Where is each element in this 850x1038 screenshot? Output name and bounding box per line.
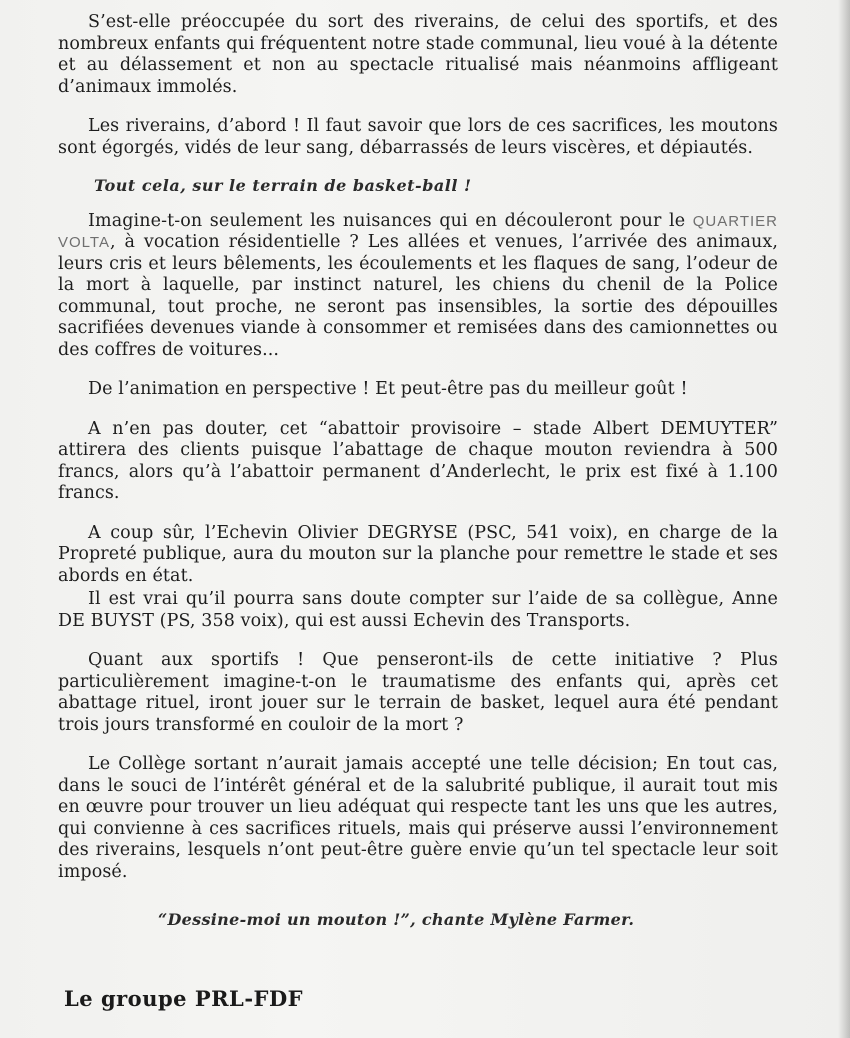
- paragraph-college-sortant: Le Collège sortant n’aurait jamais accepté une telle décision; En tout cas, dans le souci de l’intérêt général et de la salubrité publique, il aurait tout mis en œuvre pour trouver un lieu adéquat qui respecte tant les uns que les autres, qui convienne à ces sacrifices rituels, mais qui préserve aussi l’environnement des riverains, lesquels n’ont peut-être guère envie qu’un tel spectacle leur soit imposé.: [58, 754, 778, 882]
- paragraph-riverains-intro: S’est-elle préoccupée du sort des riverains, de celui des sportifs, et des nombreux enfants qui fréquentent notre stade communal, lieu voué à la détente et au délassement et non au spectacle ritualisé mais néanmoins affligeant d’animaux immolés.: [58, 12, 778, 97]
- paragraph-animation: De l’animation en perspective ! Et peut-être pas du meilleur goût !: [88, 379, 688, 399]
- paragraph-abattoir-provisoire: A n’en pas douter, cet “abattoir provisoire – stade Albert DEMUYTER” attirera des clients puisque l’abattage de chaque mouton reviendra à 500 francs, alors qu’à l’abattoir permanent d’Anderlecht, le prix est fixé à 1.100 francs.: [58, 418, 778, 503]
- nuisances-text-after: , à vocation résidentielle ? Les allées et venues, l’arrivée des animaux, leurs cris et leurs bêlements, les écoulements et les flaques de sang, l’odeur de la mort à laquelle, par instinct naturel, les chiens du chenil de la Police communal, tout proche, ne seront pas insensibles, la sortie des dépouilles sacrifiées devenues viande à consommer et remisées dans des camionnettes ou des coffres de voitures...: [58, 232, 778, 360]
- signature-group: Le groupe PRL-FDF: [64, 986, 304, 1011]
- subheading-terrain-basket: Tout cela, sur le terrain de basket-ball !: [94, 176, 472, 195]
- page-edge-shadow: [838, 0, 850, 1038]
- paragraph-sportifs: Quant aux sportifs ! Que penseront-ils de cette initiative ? Plus particulièrement imagine-t-on le traumatisme des enfants qui, après cet abattage rituel, iront jouer sur le terrain de basket, lequel aura été pendant trois jours transformé en couloir de la mort ?: [58, 650, 778, 735]
- quartier-volta-highlight: QUARTIER VOLTA: [58, 212, 778, 251]
- paragraph-echevin-degryse: A coup sûr, l’Echevin Olivier DEGRYSE (PSC, 541 voix), en charge de la Propreté publique, aura du mouton sur la planche pour remettre le stade et ses abords en état.: [58, 522, 778, 586]
- article-body: [58, 12, 778, 931]
- paragraph-riverains-sacrifices: Les riverains, d’abord ! Il faut savoir que lors de ces sacrifices, les moutons sont égorgés, vidés de leur sang, débarrassés de leurs viscères, et dépiautés.: [58, 116, 778, 158]
- closing-quote: “Dessine-moi un mouton !”, chante Mylène Farmer.: [158, 910, 635, 929]
- paragraph-anne-de-buyst: Il est vrai qu’il pourra sans doute compter sur l’aide de sa collègue, Anne DE BUYST (PS, 358 voix), qui est aussi Echevin des Transports.: [58, 589, 778, 631]
- nuisances-text-before: Imagine-t-on seulement les nuisances qui en découleront pour le: [88, 210, 693, 231]
- paragraph-nuisances: [58, 211, 778, 362]
